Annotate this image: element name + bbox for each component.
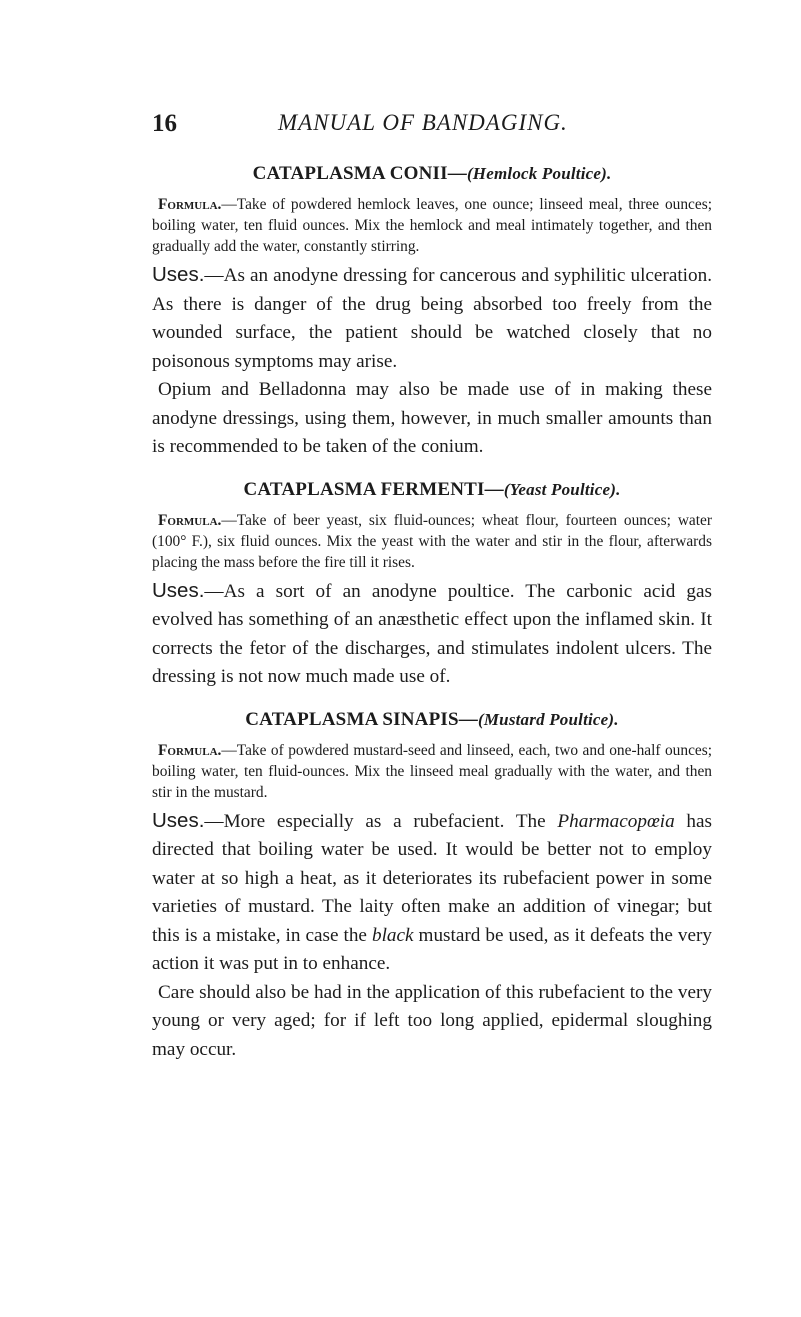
uses-label: Uses. — [152, 263, 205, 286]
formula-paragraph — [152, 740, 712, 803]
book-title: MANUAL OF BANDAGING. — [278, 110, 568, 135]
section-title-main: CATAPLASMA FERMENTI— — [243, 478, 504, 500]
uses-emphasis-black: black — [371, 924, 414, 946]
section-title-main: CATAPLASMA SINAPIS— — [245, 708, 478, 730]
uses-paragraph — [152, 261, 712, 376]
formula-label: Formula. — [158, 741, 222, 759]
formula-text: —Take of beer yeast, six fluid-ounces; wheat flour, fourteen ounces; water (100° F.), six fluid ounces. Mix the yeast with the water and stir in the flour, afterwards placing the mass before the fire till it rises. — [152, 511, 712, 571]
page-number: 16 — [152, 110, 177, 137]
uses-label: Uses. — [152, 578, 205, 602]
formula-paragraph — [152, 194, 712, 257]
section-title-sub: (Mustard Poultice). — [477, 709, 619, 729]
uses-paragraph — [152, 807, 712, 979]
formula-label: Formula. — [158, 511, 222, 529]
uses-continuation: Care should also be had in the application of this rubefacient to the very young or very aged; for if left too long applied, epidermal sloughing may occur. — [152, 981, 712, 1060]
section-mustard-poultice — [152, 708, 712, 1065]
uses-label: Uses. — [152, 808, 205, 832]
uses-paragraph — [152, 577, 712, 692]
section-title — [152, 162, 712, 186]
uses-text-part-2: has directed that boiling water be used. It would be better not to employ water at so high a heat, as it deteriorates its rubefacient power in some varieties of mustard. The laity often make an addition of vinegar; but this is a mistake, in case the — [152, 810, 713, 946]
section-yeast-poultice — [152, 478, 712, 692]
section-title-sub: (Hemlock Poultice). — [466, 164, 612, 183]
section-title-main: CATAPLASMA CONII— — [252, 163, 467, 184]
uses-text: —As a sort of an anodyne poultice. The carbonic acid gas evolved has something of an anæsthetic effect upon the inflamed skin. It corrects the fetor of the discharges, and stimulates indolent ulcers. The dressing is not now much made use of. — [152, 580, 712, 687]
section-hemlock-poultice — [152, 162, 712, 462]
section-title — [152, 708, 712, 732]
uses-text: —As an anodyne dressing for cancerous and syphilitic ulceration. As there is danger of the drug being absorbed too freely from the wounded surface, the patient should be watched closely that no poisonous symptoms may arise. — [152, 265, 712, 372]
formula-label: Formula. — [158, 196, 222, 213]
uses-continuation: Opium and Belladonna may also be made use of in making these anodyne dressings, using them, however, in much smaller amounts than is recommended to be taken of the conium. — [152, 379, 712, 457]
page-body — [152, 162, 712, 1064]
formula-text: —Take of powdered mustard-seed and linseed, each, two and one-half ounces; boiling water, ten fluid-ounces. Mix the linseed meal gradually with the water, and then stir in the mustard. — [152, 741, 712, 801]
formula-paragraph — [152, 510, 712, 573]
section-title — [152, 478, 712, 502]
uses-text-part-3: mustard be used, as it defeats the very action it was put in to enhance. — [152, 924, 713, 974]
running-head — [152, 110, 712, 142]
uses-text-part-1: —More especially as a rubefacient. The — [204, 810, 558, 832]
uses-emphasis-pharmacopoeia: Pharmacopœia — [557, 810, 675, 832]
formula-text: —Take of powdered hemlock leaves, one ounce; linseed meal, three ounces; boiling water, ten fluid ounces. Mix the hemlock and meal intimately together, and then gradually add the water, constantly stirring. — [152, 196, 712, 255]
section-title-sub: (Yeast Poultice). — [503, 479, 621, 499]
